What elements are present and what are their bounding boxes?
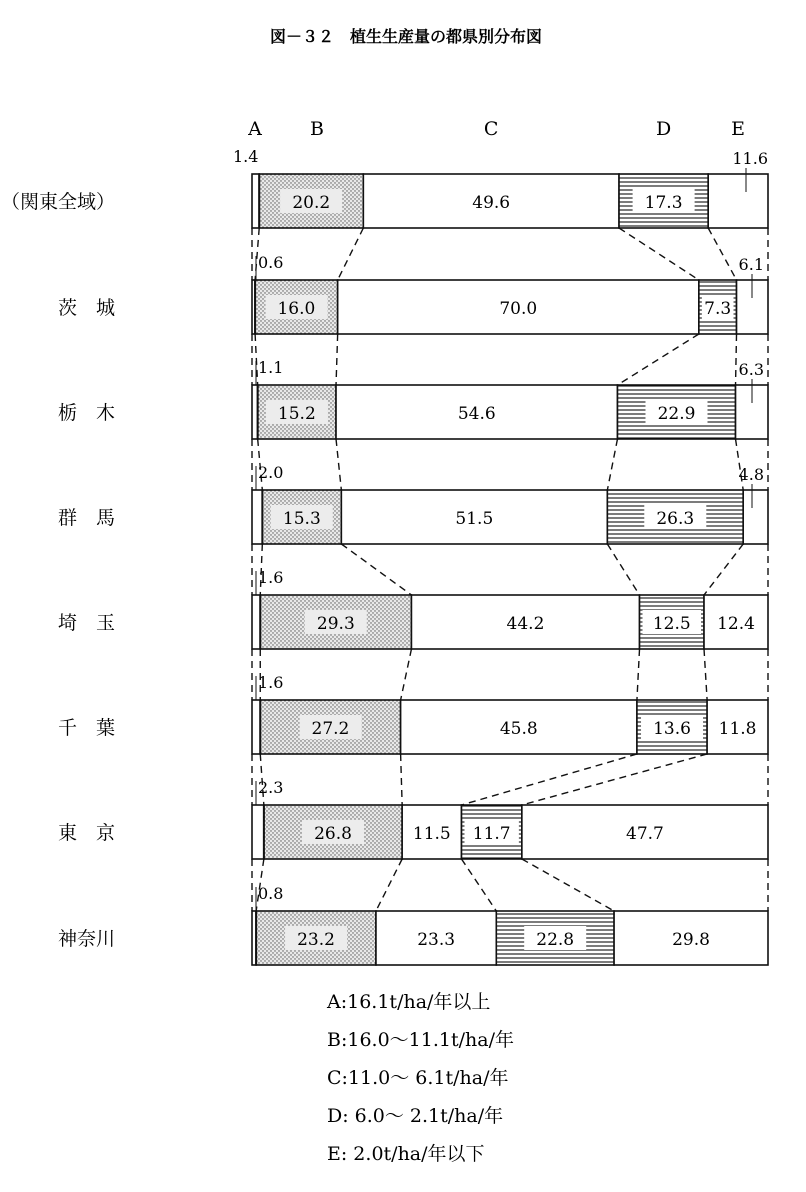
connector-line (617, 334, 698, 385)
connector-line (704, 649, 707, 700)
value-label: 22.9 (657, 404, 696, 424)
connector-line (338, 228, 364, 280)
bar-segment-a (252, 490, 262, 544)
category-label: （関東全域） (0, 191, 115, 213)
bar-segment-e (743, 490, 768, 544)
value-label: 0.6 (258, 253, 284, 272)
legend-entry: E: 2.0t/ha/年以下 (327, 1143, 485, 1165)
value-label: 23.2 (297, 930, 335, 950)
legend-entry: D: 6.0～ 2.1t/ha/年 (327, 1105, 504, 1127)
category-label: 埼 玉 (57, 612, 115, 634)
value-label: 4.8 (738, 465, 764, 484)
value-label: 44.2 (506, 614, 545, 634)
category-label: 千 葉 (57, 717, 115, 739)
value-label: 16.0 (277, 299, 316, 319)
connector-line (522, 859, 614, 911)
connector-line (461, 859, 496, 911)
category-label: 東 京 (57, 822, 115, 844)
value-label: 13.6 (653, 719, 691, 739)
connector-line (607, 439, 617, 490)
value-label: 45.8 (499, 719, 538, 739)
segment-header-a: A (248, 118, 262, 140)
connector-line (619, 228, 699, 280)
value-label: 47.7 (626, 824, 664, 844)
value-label: 0.8 (258, 884, 284, 903)
connector-line (461, 754, 636, 805)
connector-line (708, 228, 736, 280)
legend-entry: C:11.0～ 6.1t/ha/年 (327, 1067, 509, 1089)
value-label: 23.3 (417, 930, 456, 950)
value-label: 22.8 (536, 930, 575, 950)
value-label: 1.1 (258, 358, 284, 377)
segment-header-b: B (310, 118, 324, 140)
bar-segment-e (708, 174, 768, 228)
legend-entry: B:16.0～11.1t/ha/年 (327, 1029, 514, 1051)
value-label: 27.2 (311, 719, 350, 739)
value-label: 20.2 (292, 193, 331, 213)
connector-line (637, 649, 640, 700)
value-label: 70.0 (499, 299, 538, 319)
bar-segment-a (252, 595, 260, 649)
bar-segment-a (252, 174, 259, 228)
connector-line (341, 544, 411, 595)
segment-header-e: E (731, 118, 746, 140)
category-label: 茨 城 (57, 297, 115, 319)
value-label: 15.3 (282, 509, 321, 529)
value-label: 29.3 (316, 614, 355, 634)
value-label: 7.3 (704, 299, 732, 319)
category-label: 神奈川 (57, 928, 115, 950)
value-label: 12.5 (652, 614, 691, 634)
segment-header-c: C (483, 118, 499, 140)
legend-entry: A:16.1t/ha/年以上 (327, 991, 491, 1013)
connector-line (607, 544, 639, 595)
chart-title: 図－３２ 植生生産量の都県別分布図 (269, 27, 543, 46)
bar-segment-a (252, 805, 264, 859)
connector-line (704, 544, 743, 595)
value-label: 11.5 (412, 824, 451, 844)
bar-segment-a (252, 700, 260, 754)
value-label: 17.3 (644, 193, 683, 213)
value-label: 51.5 (455, 509, 494, 529)
category-label: 群 馬 (57, 507, 115, 529)
value-label: 15.2 (277, 404, 316, 424)
connector-line (336, 439, 341, 490)
value-label: 12.4 (717, 614, 755, 634)
value-label: 1.4 (233, 147, 259, 166)
value-label: 26.8 (314, 824, 352, 844)
value-label: 1.6 (258, 673, 284, 692)
value-label: 2.3 (258, 778, 284, 797)
connector-line (336, 334, 338, 385)
connector-line (736, 334, 737, 385)
value-label: 11.7 (472, 824, 511, 844)
value-label: 11.8 (718, 719, 757, 739)
value-label: 6.3 (738, 360, 764, 379)
value-label: 6.1 (738, 255, 764, 274)
value-label: 1.6 (258, 568, 284, 587)
connector-line (401, 754, 403, 805)
value-label: 26.3 (656, 509, 695, 529)
value-label: 54.6 (457, 404, 496, 424)
value-label: 29.8 (672, 930, 710, 950)
connector-line (401, 649, 412, 700)
category-label: 栃 木 (57, 402, 115, 424)
connector-line (376, 859, 402, 911)
value-label: 11.6 (732, 149, 768, 168)
value-label: 2.0 (258, 463, 284, 482)
segment-header-d: D (655, 118, 672, 140)
value-label: 49.6 (472, 193, 511, 213)
